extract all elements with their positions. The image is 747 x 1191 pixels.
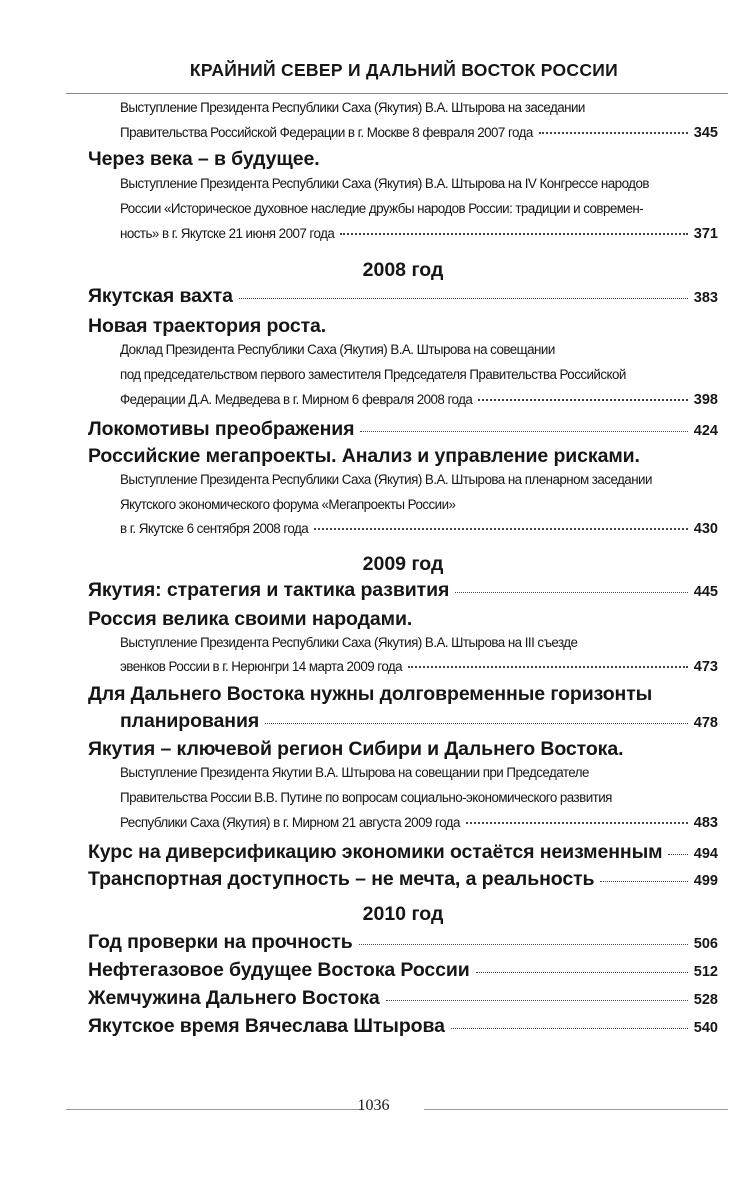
footer-page-number: 1036 <box>357 1097 390 1114</box>
toc-text: Выступление Президента Якутии В.А. Штырова на совещании при Председателе <box>120 765 589 780</box>
dot-leader <box>478 399 688 401</box>
toc-subtitle-line <box>120 201 718 227</box>
toc-text: Нефтегазовое будущее Востока России <box>88 959 470 981</box>
page-number: 398 <box>693 392 718 408</box>
page-number: 345 <box>693 125 718 141</box>
toc-entry-title[interactable] <box>88 315 718 341</box>
toc-text: Выступление Президента Республики Саха (Якутия) В.А. Штырова на пленарном заседании <box>120 472 652 487</box>
toc-text: Выступление Президента Республики Саха (Якутия) В.А. Штырова на IV Конгрессе народов <box>120 176 649 191</box>
page-number: 499 <box>693 873 718 889</box>
toc-subtitle-line <box>120 790 718 816</box>
page-number: 473 <box>693 659 718 675</box>
toc-text: Год проверки на прочность <box>88 931 353 953</box>
dot-leader <box>539 132 688 134</box>
toc-entry-title[interactable] <box>88 608 718 634</box>
toc-entry-title[interactable] <box>88 148 718 174</box>
toc-entry[interactable] <box>120 392 718 418</box>
dot-leader <box>455 592 688 593</box>
toc-entry[interactable] <box>88 1015 718 1041</box>
dot-leader <box>340 233 688 235</box>
dot-leader <box>451 1028 688 1029</box>
toc-subtitle-line <box>120 100 718 126</box>
toc-text: Локомотивы преображения <box>88 418 355 440</box>
toc-text: Транспортная доступность – не мечта, а реальность <box>88 868 595 890</box>
toc-text: Новая траектория роста. <box>88 315 327 337</box>
toc-text: эвенков России в г. Нерюнгри 14 марта 2009 года <box>120 659 403 674</box>
toc-text: Через века – в будущее. <box>88 148 320 170</box>
toc-subtitle-line <box>120 635 718 661</box>
toc-text: Республики Саха (Якутия) в г. Мирном 21 августа 2009 года <box>120 815 460 830</box>
toc-entry[interactable] <box>120 521 718 547</box>
page-number: 528 <box>693 992 718 1008</box>
toc-text: Доклад Президента Республики Саха (Якутия) В.А. Штырова на совещании <box>120 342 555 357</box>
toc-text: Якутия: стратегия и тактика развития <box>88 579 450 601</box>
toc-text: Российские мегапроекты. Анализ и управление рисками. <box>88 445 640 467</box>
dot-leader <box>600 881 687 882</box>
toc-entry[interactable] <box>88 931 718 957</box>
page-number: 383 <box>693 290 718 306</box>
header-rule <box>66 93 728 94</box>
toc-subtitle-line <box>120 472 718 498</box>
dot-leader <box>239 298 688 299</box>
toc-entry[interactable] <box>88 285 718 311</box>
footer-rule-right <box>424 1109 728 1110</box>
running-header: КРАЙНИЙ СЕВЕР И ДАЛЬНИЙ ВОСТОК РОССИИ <box>189 60 619 80</box>
page-number: 445 <box>693 584 718 600</box>
toc-text: Правительства России В.В. Путине по вопросам социально-экономического развития <box>120 790 612 805</box>
toc-text: Якутское время Вячеслава Штырова <box>88 1015 445 1037</box>
dot-leader <box>668 854 687 855</box>
toc-entry[interactable] <box>120 815 718 841</box>
toc-entry[interactable] <box>88 868 718 894</box>
toc-entry-title[interactable] <box>88 445 718 471</box>
toc-text: Якутского экономического форума «Мегапроекты России» <box>120 497 456 512</box>
toc-text: Якутская вахта <box>88 285 233 307</box>
toc-entry[interactable] <box>88 987 718 1013</box>
dot-leader <box>466 822 688 824</box>
page-number: 483 <box>693 815 718 831</box>
toc-entry-title[interactable] <box>88 738 718 764</box>
toc-entry[interactable] <box>120 226 718 252</box>
toc-entry[interactable] <box>88 959 718 985</box>
dot-leader <box>476 972 688 973</box>
page-number: 540 <box>693 1020 718 1036</box>
toc-text: России «Историческое духовное наследие дружбы народов России: традиции и современ- <box>120 201 644 216</box>
toc-text: Россия велика своими народами. <box>88 608 413 630</box>
toc-text: Выступление Президента Республики Саха (Якутия) В.А. Штырова на III съезде <box>120 635 578 650</box>
toc-text: Федерации Д.А. Медведева в г. Мирном 6 февраля 2008 года <box>120 392 473 407</box>
toc-text: Для Дальнего Востока нужны долговременные горизонты <box>88 683 653 705</box>
page-number: 494 <box>693 846 718 862</box>
toc-text: Правительства Российской Федерации в г. Москве 8 февраля 2007 года <box>120 125 533 140</box>
toc-subtitle-line <box>120 342 718 368</box>
year-heading: 2010 год <box>362 903 444 925</box>
toc-entry-title[interactable] <box>88 683 718 709</box>
toc-entry[interactable] <box>88 418 718 444</box>
page-number: 430 <box>693 521 718 537</box>
page-number: 371 <box>693 226 718 242</box>
dot-leader <box>359 944 688 945</box>
dot-leader <box>360 431 687 432</box>
year-heading: 2009 год <box>362 553 444 575</box>
toc-entry[interactable] <box>88 579 718 605</box>
toc-entry[interactable] <box>88 841 718 867</box>
toc-subtitle-line <box>120 765 718 791</box>
toc-text: под председательством первого заместителя Председателя Правительства Российской <box>120 367 626 382</box>
page-number: 506 <box>693 936 718 952</box>
page-number: 424 <box>693 423 718 439</box>
toc-text: планирования <box>120 710 260 732</box>
dot-leader <box>314 528 688 530</box>
toc-text: в г. Якутске 6 сентября 2008 года <box>120 521 309 536</box>
toc-text: Курс на диверсификацию экономики остаётся неизменным <box>88 841 663 863</box>
year-heading: 2008 год <box>362 259 444 281</box>
toc-text: Жемчужина Дальнего Востока <box>88 987 380 1009</box>
dot-leader <box>408 666 688 668</box>
page-number: 512 <box>693 964 718 980</box>
toc-subtitle-line <box>120 367 718 393</box>
dot-leader <box>265 723 688 724</box>
toc-entry[interactable] <box>120 710 718 736</box>
dot-leader <box>386 1000 688 1001</box>
toc-subtitle-line <box>120 176 718 202</box>
toc-text: Выступление Президента Республики Саха (Якутия) В.А. Штырова на заседании <box>120 100 585 115</box>
page-number: 478 <box>693 715 718 731</box>
toc-entry[interactable] <box>120 659 718 685</box>
toc-text: ность» в г. Якутске 21 июня 2007 года <box>120 226 335 241</box>
toc-text: Якутия – ключевой регион Сибири и Дальнего Востока. <box>88 738 624 760</box>
toc-subtitle-line <box>120 497 718 523</box>
